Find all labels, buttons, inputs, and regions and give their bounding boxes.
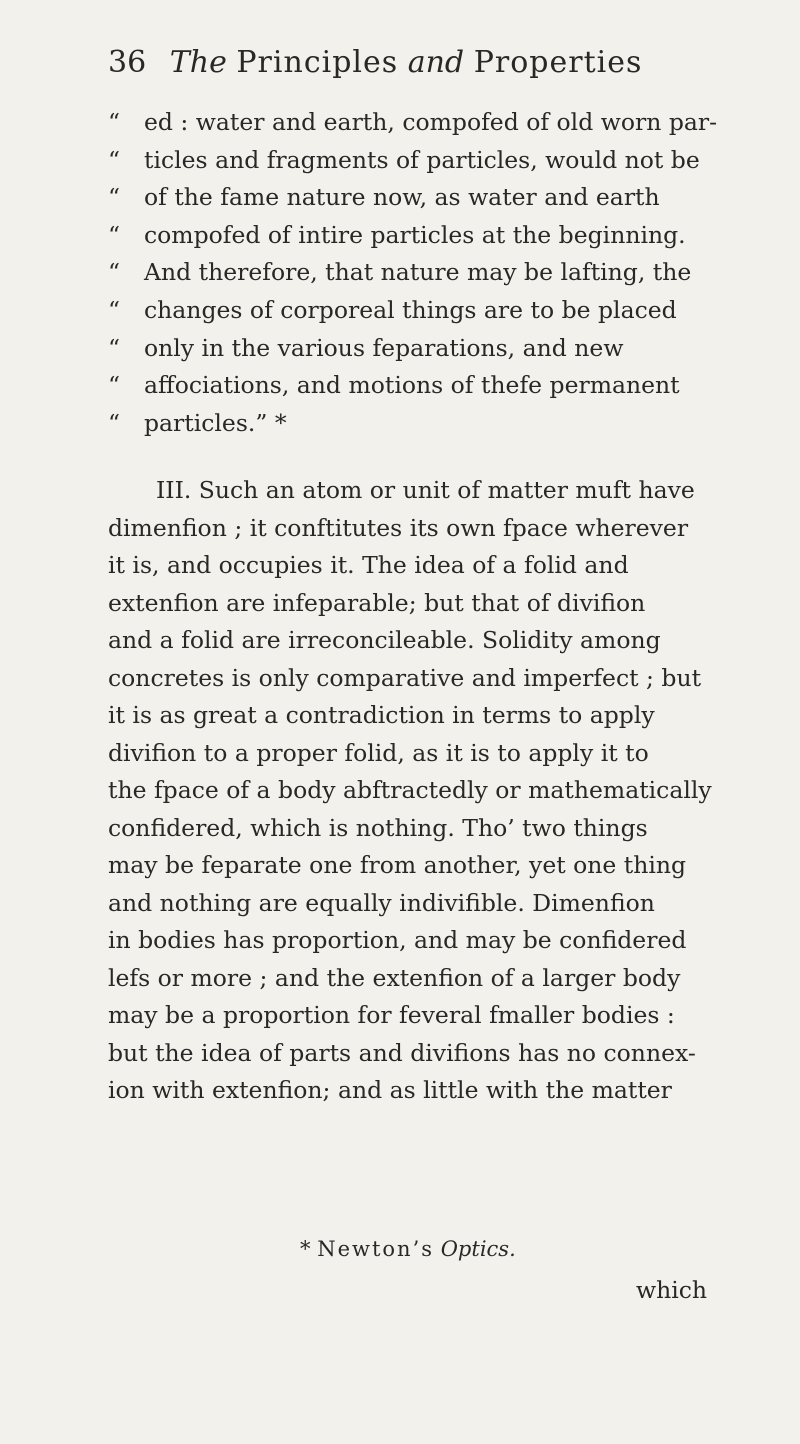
paragraph-line: dimenfion ; it conftitutes its own fpace wherever — [108, 513, 689, 542]
paragraph-line: may be feparate one from another, yet one thing — [108, 851, 687, 879]
paragraph-line: in bodies has proportion, and may be confidered — [108, 926, 687, 954]
paragraph-line: concretes is only comparative and imperfect ; but — [108, 663, 702, 692]
quote-mark: “ — [108, 183, 121, 212]
footnote — [300, 1237, 700, 1261]
quote-mark: “ — [108, 408, 121, 437]
paragraph-line: confidered, which is nothing. Tho’ two things — [108, 813, 648, 842]
quote-mark: “ — [108, 295, 121, 324]
quote-mark: “ — [108, 258, 121, 287]
paragraph-line: III. Such an atom or unit of matter muft have — [156, 476, 695, 504]
quote-mark: “ — [108, 108, 121, 136]
footnote-author: Newton’s — [317, 1237, 435, 1261]
paragraph-line: lefs or more ; and the extenfion of a larger body — [108, 963, 681, 992]
paragraph-line: it is as great a contradiction in terms to apply — [108, 701, 655, 729]
paragraph-line: and nothing are equally indivifible. Dimenfion — [108, 888, 655, 917]
page-number: 36 — [108, 45, 147, 80]
paragraph-line: but the idea of parts and divifions has no connex- — [108, 1038, 696, 1067]
quote-line: “ particles.” * — [108, 405, 708, 443]
body-paragraph — [108, 472, 716, 1110]
quote-line: “ ticles and fragments of particles, would not be — [108, 142, 708, 180]
paragraph-line: ion with extenfion; and as little with the matter — [108, 1076, 672, 1104]
paragraph-line: may be a proportion for feveral fmaller bodies : — [108, 1001, 675, 1029]
quote-line: “ changes of corporeal things are to be placed — [108, 292, 708, 330]
running-header — [108, 44, 728, 82]
quote-line: “ compofed of intire particles at the beginning. — [108, 217, 708, 255]
paragraph-line: and a folid are irreconcileable. Solidity among — [108, 626, 661, 654]
quote-line: “ affociations, and motions of thefe permanent — [108, 367, 708, 405]
quote-mark: “ — [108, 220, 121, 249]
paragraph-line: divifion to a proper folid, as it is to apply it to — [108, 738, 649, 767]
header-title-word-4: Properties — [473, 45, 643, 80]
quote-mark: “ — [108, 145, 121, 174]
quote-line: “ And therefore, that nature may be lafting, the — [108, 254, 708, 292]
footnote-work: Optics. — [440, 1237, 516, 1261]
quote-line: “ of the fame nature now, as water and earth — [108, 179, 708, 217]
paragraph-line: extenfion are infeparable; but that of divifion — [108, 588, 646, 617]
paragraph-line: the fpace of a body abftractedly or mathematically — [108, 776, 712, 804]
quote-mark: “ — [108, 333, 121, 362]
footnote-marker: * — [300, 1237, 311, 1261]
header-title-word-3: and — [407, 45, 465, 80]
header-title-word-1: The — [169, 45, 227, 80]
quote-mark: “ — [108, 371, 121, 400]
paragraph-line: it is, and occupies it. The idea of a folid and — [108, 551, 629, 579]
quote-line: “ only in the various feparations, and new — [108, 330, 708, 368]
catchword: which — [636, 1276, 708, 1304]
quotation-block — [108, 104, 718, 442]
header-title-word-2: Principles — [236, 45, 399, 80]
quote-line: “ ed : water and earth, compofed of old worn par- — [108, 104, 708, 142]
